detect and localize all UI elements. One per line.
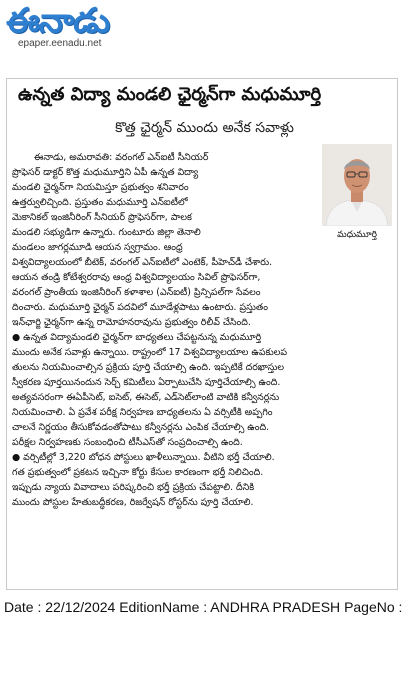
body-line: ఇన్‌ఛార్జి ఛైర్మన్‌గా ఉన్న రామోహనరావును ప్రభుత్వం రిలీవ్ చేసింది. bbox=[12, 317, 251, 328]
body-line: ముందు పోస్టుల హేతుబద్ధీకరణ, రిజర్వేషన్ రోస్టర్‌ను పూర్తి చేయాలి. bbox=[12, 497, 254, 508]
footer-meta bbox=[4, 597, 404, 617]
footer-page: PageNo : bbox=[344, 599, 403, 615]
footer-date: Date : 22/12/2024 bbox=[4, 599, 116, 615]
footer-edition: EditionName : ANDHRA PRADESH bbox=[119, 599, 341, 615]
body-line: తులను నియమించాల్సిన ప్రక్రియ పూర్తి చేయాల్సి ఉంది. ఇప్పటికే దరఖాస్తుల bbox=[12, 362, 285, 373]
epaper-url: epaper.eenadu.net bbox=[18, 38, 102, 49]
eenadu-logo: ఈనాడు bbox=[6, 1, 110, 41]
body-line: దించారు. మధుమూర్తి ఛైర్మన్ పదవిలో మూడేళ్లపాటు ఉంటారు. ప్రస్తుతం bbox=[12, 302, 268, 313]
body-line: అత్యవసరంగా ఈఏపీసెట్, ఐసెట్, ఈసెట్, ఎడ్‌సెట్‌లాంటి వాటికి కన్వీనర్లను bbox=[12, 392, 280, 403]
body-line: స్వీకరణ పూర్తయినందున సెర్చ్ కమిటీలు ఏర్పాటుచేసి పూర్తిచేయాల్సి ఉంది. bbox=[12, 377, 281, 388]
body-line: మండలి ఛైర్మన్‌గా నియమిస్తూ ప్రభుత్వం శనివారం bbox=[12, 182, 189, 193]
article-headline: ఉన్నత విద్యా మండలి ఛైర్మన్‌గా మధుమూర్తి bbox=[18, 84, 322, 105]
body-line: మండలి సభ్యుడిగా ఉన్నారు. గుంటూరు జిల్లా తెనాలి bbox=[12, 227, 201, 238]
body-line: గత ప్రభుత్వంలో ప్రకటన ఇచ్చినా కోర్టు కేసుల కారణంగా భర్తీ నిలిచింది. bbox=[12, 467, 264, 478]
body-line: ● ఉన్నత విద్యామండలి ఛైర్మన్‌గా బాధ్యతలు చేపట్టనున్న మధుమూర్తి bbox=[12, 332, 262, 343]
body-line: వరంగల్ ప్రాంతీయ ఇంజినీరింగ్ కళాశాల (ఎన్ఐటీ) ప్రిన్సిపల్‌గా సేవలం bbox=[12, 287, 261, 298]
photo-caption: మధుమూర్తి bbox=[337, 230, 377, 240]
body-line: ఈనాడు, అమరావతి: వరంగల్ ఎన్ఐటీ సీనియర్ bbox=[34, 152, 209, 163]
body-line: ప్రొఫెసర్ డాక్టర్ కొత్త మధుమూర్తిని ఏపీ ఉన్నత విద్యా bbox=[12, 167, 199, 178]
portrait-photo bbox=[322, 144, 392, 226]
body-line: చాలనే నిర్ణయం తీసుకోవడంతోపాటు కన్వీనర్లను ఎంపిక చేయాల్సి ఉంది. bbox=[12, 422, 270, 433]
body-line: పరీక్షల నిర్వహణకు సంబంధించి టీసీఎస్‌తో సంప్రదించాల్సి ఉంది. bbox=[12, 437, 243, 448]
body-line: ఇప్పుడు న్యాయ వివాదాలు పరిష్కరించి భర్తీ ప్రక్రియ చేపట్టాలి. దీనికి bbox=[12, 482, 255, 493]
body-line: ● వర్సిటీల్లో 3,220 బోధన పోస్టులు ఖాళీలున్నాయి. వీటిని భర్తీ చేయాలి. bbox=[12, 452, 275, 463]
body-line: ముందు అనేక సవాళ్లు ఉన్నాయి. రాష్ట్రంలో 17 విశ్వవిద్యాలయాల ఉపకులప bbox=[12, 347, 288, 358]
body-line: మెకానికల్ ఇంజినీరింగ్ సీనియర్ ప్రొఫెసర్‌గా, పాలక bbox=[12, 212, 192, 223]
author-photo-box bbox=[322, 144, 392, 244]
body-line: విశ్వవిద్యాలయంలో బీటెక్, వరంగల్ ఎన్ఐటీలో ఎంటెక్, పీహెచ్‌డీ చేశారు. bbox=[12, 257, 273, 268]
article-subheadline: కొత్త ఛైర్మన్ ముందు అనేక సవాళ్లు bbox=[115, 120, 294, 136]
body-line: నియమించాలి. ఏ ప్రవేశ పరీక్ష నిర్వహణ బాధ్యతలను ఏ వర్సిటీకి అప్పగిం bbox=[12, 407, 273, 418]
body-line: ఉత్తర్వులిచ్చింది. ప్రస్తుతం మధుమూర్తి ఎన్ఐటీలో bbox=[12, 197, 188, 208]
body-line: ఆయన తండ్రి కోటేశ్వరరావు ఆంధ్ర విశ్వవిద్యాలయం సివిల్ ప్రొఫెసర్‌గా, bbox=[12, 272, 261, 283]
masthead bbox=[6, 1, 206, 52]
body-line: మండలం జాగర్లమూడి ఆయన స్వగ్రామం. ఆంధ్ర bbox=[12, 242, 183, 253]
